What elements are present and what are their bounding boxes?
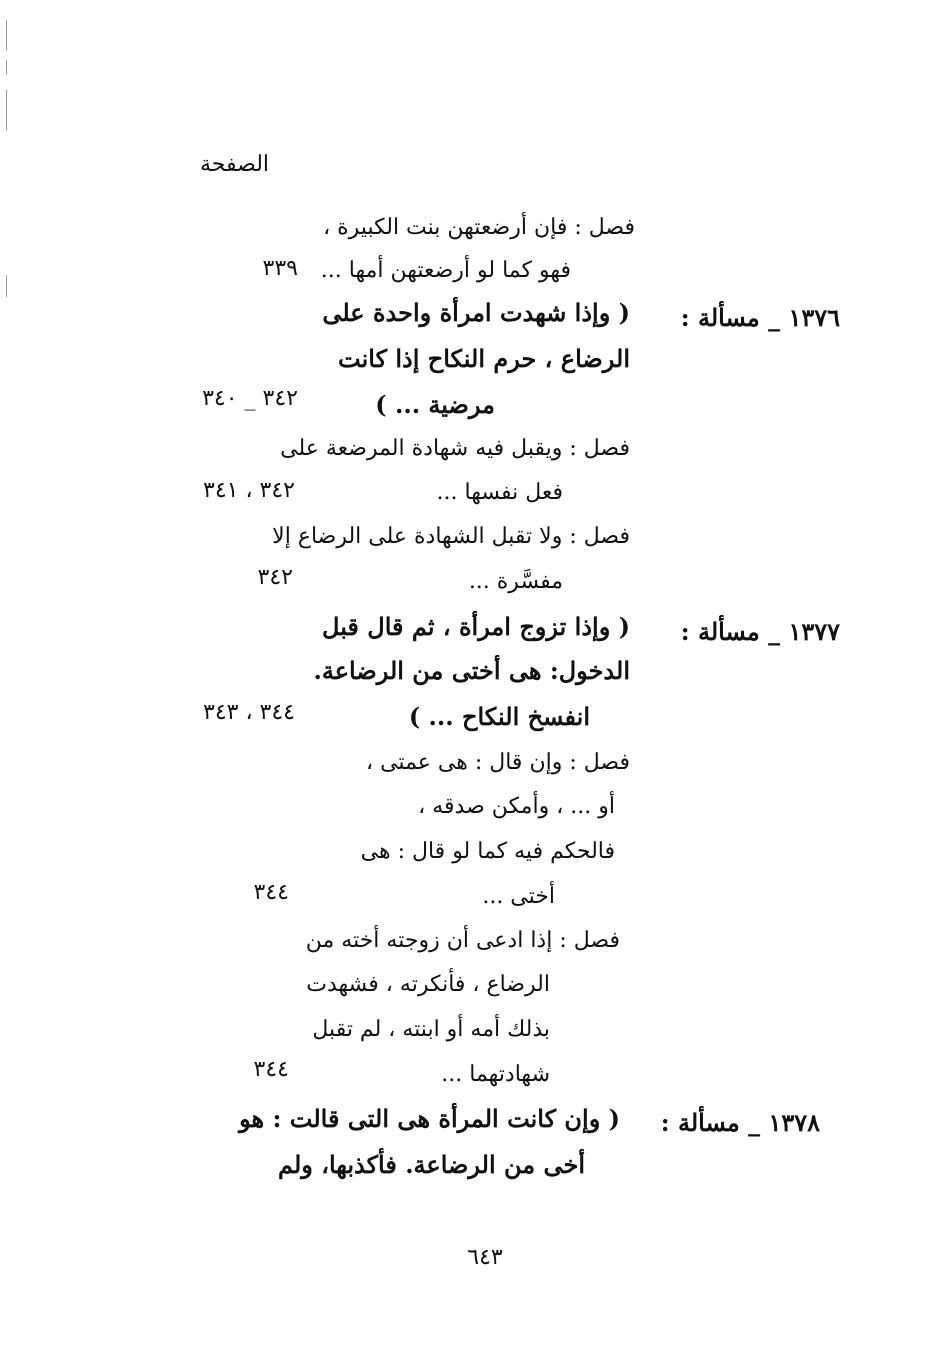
page-reference: ٣٤٢ _ ٣٤٠ bbox=[202, 386, 298, 411]
page-number: ٦٤٣ bbox=[467, 1245, 503, 1270]
page-column-label: الصفحة bbox=[200, 152, 270, 177]
issue-number-label: ١٣٧٨ _ مسألة : bbox=[660, 1108, 820, 1137]
entry-line: أو ... ، وأمكن صدقه ، bbox=[418, 794, 615, 819]
page-reference: ٣٤٤ bbox=[253, 1057, 289, 1082]
entry-line: مفسَّرة ... bbox=[468, 569, 563, 594]
entry-line: أختى ... bbox=[482, 884, 555, 909]
page-reference: ٣٤٤ bbox=[253, 880, 289, 905]
page-reference: ٣٤٤ ، ٣٤٣ bbox=[203, 700, 295, 725]
scan-edge-mark bbox=[6, 275, 7, 297]
entry-line: الرضاع ، حرم النكاح إذا كانت bbox=[338, 344, 630, 373]
page-reference: ٣٣٩ bbox=[262, 256, 298, 281]
entry-line: فصل : إذا ادعى أن زوجته أخته من bbox=[305, 928, 620, 953]
page-reference: ٣٤٢ ، ٣٤١ bbox=[203, 478, 295, 503]
entry-line: فعل نفسها ... bbox=[436, 480, 563, 505]
issue-number-label: ١٣٧٦ _ مسألة : bbox=[680, 303, 840, 332]
entry-line: انفسخ النكاح ... ) bbox=[408, 702, 590, 731]
entry-line: فصل : ولا تقبل الشهادة على الرضاع إلا bbox=[272, 524, 630, 549]
entry-line: ( وإذا شهدت امرأة واحدة على bbox=[322, 298, 630, 327]
issue-number-label: ١٣٧٧ _ مسألة : bbox=[680, 617, 840, 646]
entry-line: ( وإذا تزوج امرأة ، ثم قال قبل bbox=[322, 612, 630, 641]
entry-line: فصل : وإن قال : هى عمتى ، bbox=[366, 750, 630, 775]
scan-edge-mark bbox=[6, 90, 7, 130]
entry-line: فصل : فإن أرضعتهن بنت الكبيرة ، bbox=[323, 215, 635, 240]
entry-line: مرضية ... ) bbox=[375, 390, 495, 419]
entry-line: أخى من الرضاعة. فأكذبها، ولم bbox=[278, 1150, 585, 1179]
entry-line: شهادتهما ... bbox=[441, 1062, 550, 1087]
entry-line: فالحكم فيه كما لو قال : هى bbox=[360, 839, 615, 864]
scan-edge-mark bbox=[6, 20, 7, 50]
entry-line: الرضاع ، فأنكرته ، فشهدت bbox=[306, 972, 550, 997]
entry-line: فصل : ويقبل فيه شهادة المرضعة على bbox=[280, 436, 630, 461]
entry-line: بذلك أمه أو ابنته ، لم تقبل bbox=[312, 1017, 550, 1042]
entry-line: فهو كما لو أرضعتهن أمها ... bbox=[320, 258, 571, 283]
entry-line: الدخول: هى أختى من الرضاعة. bbox=[313, 656, 630, 685]
page-reference: ٣٤٢ bbox=[257, 565, 293, 590]
entry-line: ( وإن كانت المرأة هى التى قالت : هو bbox=[239, 1104, 620, 1133]
scan-edge-mark bbox=[6, 60, 7, 74]
